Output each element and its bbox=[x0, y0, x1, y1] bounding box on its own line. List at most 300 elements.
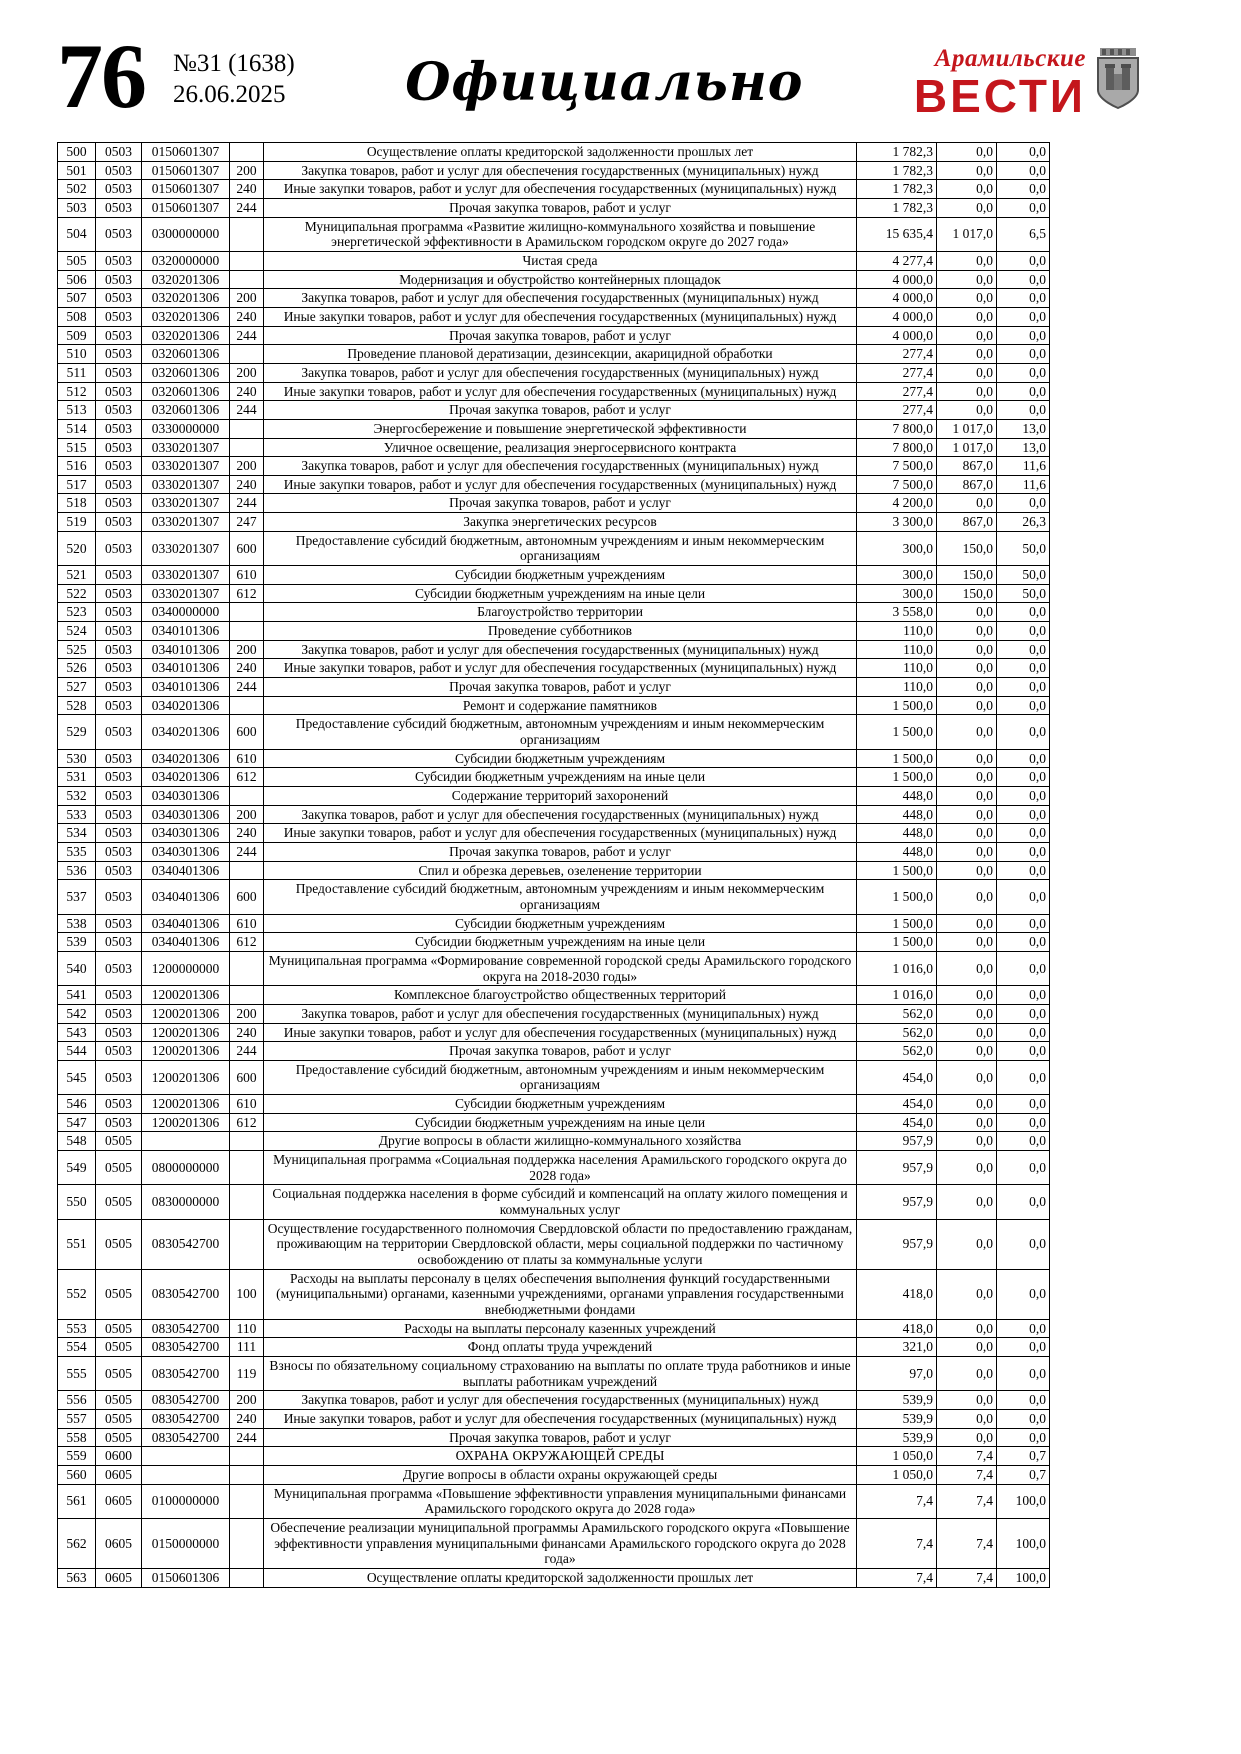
executed-amount-cell: 0,0 bbox=[937, 326, 997, 345]
execution-percent-cell: 0,0 bbox=[997, 786, 1050, 805]
row-number-cell: 543 bbox=[58, 1023, 96, 1042]
expense-name-cell: Энергосбережение и повышение энергетической эффективности bbox=[264, 419, 857, 438]
expense-type-code-cell bbox=[230, 986, 264, 1005]
budget-table-row bbox=[58, 438, 1050, 457]
row-number-cell: 533 bbox=[58, 805, 96, 824]
row-number-cell: 507 bbox=[58, 289, 96, 308]
approved-amount-cell: 1 500,0 bbox=[857, 768, 937, 787]
target-article-code-cell: 0320201306 bbox=[142, 289, 230, 308]
budget-table-row bbox=[58, 289, 1050, 308]
execution-percent-cell: 0,0 bbox=[997, 842, 1050, 861]
executed-amount-cell: 0,0 bbox=[937, 251, 997, 270]
expense-type-code-cell: 240 bbox=[230, 180, 264, 199]
expense-type-code-cell: 610 bbox=[230, 1095, 264, 1114]
row-number-cell: 520 bbox=[58, 531, 96, 565]
execution-percent-cell: 0,0 bbox=[997, 1391, 1050, 1410]
expense-name-cell: Комплексное благоустройство общественных территорий bbox=[264, 986, 857, 1005]
approved-amount-cell: 562,0 bbox=[857, 1023, 937, 1042]
expense-type-code-cell: 244 bbox=[230, 494, 264, 513]
approved-amount-cell: 110,0 bbox=[857, 622, 937, 641]
execution-percent-cell: 0,0 bbox=[997, 161, 1050, 180]
executed-amount-cell: 0,0 bbox=[937, 842, 997, 861]
section-code-cell: 0503 bbox=[96, 933, 142, 952]
expense-type-code-cell: 240 bbox=[230, 659, 264, 678]
executed-amount-cell: 0,0 bbox=[937, 1409, 997, 1428]
expense-name-cell: Проведение плановой дератизации, дезинсекции, акарицидной обработки bbox=[264, 345, 857, 364]
expense-type-code-cell: 200 bbox=[230, 1004, 264, 1023]
expense-name-cell: Прочая закупка товаров, работ и услуг bbox=[264, 1428, 857, 1447]
target-article-code-cell: 0320201306 bbox=[142, 326, 230, 345]
section-code-cell: 0503 bbox=[96, 824, 142, 843]
target-article-code-cell: 1200201306 bbox=[142, 1113, 230, 1132]
target-article-code-cell: 0340301306 bbox=[142, 842, 230, 861]
expense-type-code-cell: 200 bbox=[230, 289, 264, 308]
expense-name-cell: Иные закупки товаров, работ и услуг для обеспечения государственных (муниципальных) нужд bbox=[264, 307, 857, 326]
section-code-cell: 0503 bbox=[96, 513, 142, 532]
execution-percent-cell: 0,0 bbox=[997, 933, 1050, 952]
executed-amount-cell: 0,0 bbox=[937, 289, 997, 308]
expense-name-cell: Иные закупки товаров, работ и услуг для обеспечения государственных (муниципальных) нужд bbox=[264, 382, 857, 401]
expense-name-cell: Осуществление государственного полномочия Свердловской области по предоставлению гражданам, проживающим на территории Свердловской области, меры социальной поддержки по частичному освобождению от платы за коммунальные услуги bbox=[264, 1219, 857, 1269]
row-number-cell: 508 bbox=[58, 307, 96, 326]
execution-percent-cell: 0,0 bbox=[997, 251, 1050, 270]
execution-percent-cell: 0,0 bbox=[997, 1338, 1050, 1357]
budget-table-row bbox=[58, 251, 1050, 270]
approved-amount-cell: 562,0 bbox=[857, 1042, 937, 1061]
executed-amount-cell: 7,4 bbox=[937, 1465, 997, 1484]
execution-percent-cell: 0,7 bbox=[997, 1447, 1050, 1466]
expense-name-cell: Субсидии бюджетным учреждениям на иные цели bbox=[264, 584, 857, 603]
budget-table-row bbox=[58, 457, 1050, 476]
row-number-cell: 534 bbox=[58, 824, 96, 843]
approved-amount-cell: 957,9 bbox=[857, 1151, 937, 1185]
row-number-cell: 554 bbox=[58, 1338, 96, 1357]
section-code-cell: 0503 bbox=[96, 805, 142, 824]
target-article-code-cell: 0330201307 bbox=[142, 584, 230, 603]
expense-name-cell: Закупка товаров, работ и услуг для обеспечения государственных (муниципальных) нужд bbox=[264, 161, 857, 180]
execution-percent-cell: 0,0 bbox=[997, 1113, 1050, 1132]
approved-amount-cell: 454,0 bbox=[857, 1095, 937, 1114]
target-article-code-cell: 0340101306 bbox=[142, 678, 230, 697]
approved-amount-cell: 277,4 bbox=[857, 363, 937, 382]
budget-table-row bbox=[58, 1132, 1050, 1151]
executed-amount-cell: 0,0 bbox=[937, 143, 997, 162]
target-article-code-cell: 0340101306 bbox=[142, 640, 230, 659]
section-code-cell: 0503 bbox=[96, 180, 142, 199]
expense-name-cell: Другие вопросы в области охраны окружающей среды bbox=[264, 1465, 857, 1484]
approved-amount-cell: 1 500,0 bbox=[857, 933, 937, 952]
executed-amount-cell: 0,0 bbox=[937, 270, 997, 289]
row-number-cell: 517 bbox=[58, 475, 96, 494]
executed-amount-cell: 867,0 bbox=[937, 457, 997, 476]
executed-amount-cell: 0,0 bbox=[937, 1391, 997, 1410]
executed-amount-cell: 0,0 bbox=[937, 768, 997, 787]
expense-type-code-cell: 240 bbox=[230, 1023, 264, 1042]
approved-amount-cell: 1 500,0 bbox=[857, 696, 937, 715]
execution-percent-cell: 0,0 bbox=[997, 824, 1050, 843]
row-number-cell: 557 bbox=[58, 1409, 96, 1428]
executed-amount-cell: 0,0 bbox=[937, 933, 997, 952]
budget-table-row bbox=[58, 326, 1050, 345]
row-number-cell: 544 bbox=[58, 1042, 96, 1061]
execution-percent-cell: 0,0 bbox=[997, 143, 1050, 162]
target-article-code-cell: 0320601306 bbox=[142, 363, 230, 382]
expense-type-code-cell: 240 bbox=[230, 475, 264, 494]
target-article-code-cell: 0330201307 bbox=[142, 531, 230, 565]
expense-name-cell: Взносы по обязательному социальному страхованию на выплаты по оплате труда работников и иные выплаты работникам учреждений bbox=[264, 1356, 857, 1390]
target-article-code-cell bbox=[142, 1132, 230, 1151]
expense-name-cell: Иные закупки товаров, работ и услуг для обеспечения государственных (муниципальных) нужд bbox=[264, 824, 857, 843]
budget-table-row bbox=[58, 1356, 1050, 1390]
expense-type-code-cell: 200 bbox=[230, 363, 264, 382]
expense-type-code-cell bbox=[230, 251, 264, 270]
target-article-code-cell: 0320201306 bbox=[142, 307, 230, 326]
section-code-cell: 0503 bbox=[96, 1023, 142, 1042]
expense-type-code-cell: 119 bbox=[230, 1356, 264, 1390]
row-number-cell: 552 bbox=[58, 1269, 96, 1319]
budget-table-row bbox=[58, 513, 1050, 532]
execution-percent-cell: 0,0 bbox=[997, 805, 1050, 824]
execution-percent-cell: 11,6 bbox=[997, 475, 1050, 494]
expense-type-code-cell bbox=[230, 345, 264, 364]
executed-amount-cell: 0,0 bbox=[937, 1042, 997, 1061]
expense-name-cell: Расходы на выплаты персоналу казенных учреждений bbox=[264, 1319, 857, 1338]
row-number-cell: 503 bbox=[58, 198, 96, 217]
row-number-cell: 536 bbox=[58, 861, 96, 880]
approved-amount-cell: 4 000,0 bbox=[857, 289, 937, 308]
target-article-code-cell: 0830542700 bbox=[142, 1391, 230, 1410]
expense-name-cell: Спил и обрезка деревьев, озеленение территории bbox=[264, 861, 857, 880]
executed-amount-cell: 0,0 bbox=[937, 1060, 997, 1094]
budget-table-row bbox=[58, 1319, 1050, 1338]
section-code-cell: 0503 bbox=[96, 198, 142, 217]
executed-amount-cell: 0,0 bbox=[937, 1356, 997, 1390]
execution-percent-cell: 0,0 bbox=[997, 198, 1050, 217]
target-article-code-cell: 0330201307 bbox=[142, 494, 230, 513]
execution-percent-cell: 0,0 bbox=[997, 345, 1050, 364]
budget-table-row bbox=[58, 1409, 1050, 1428]
expense-name-cell: Прочая закупка товаров, работ и услуг bbox=[264, 326, 857, 345]
row-number-cell: 537 bbox=[58, 880, 96, 914]
approved-amount-cell: 3 300,0 bbox=[857, 513, 937, 532]
approved-amount-cell: 562,0 bbox=[857, 1004, 937, 1023]
executed-amount-cell: 0,0 bbox=[937, 1428, 997, 1447]
budget-table-row bbox=[58, 401, 1050, 420]
executed-amount-cell: 0,0 bbox=[937, 659, 997, 678]
expense-type-code-cell bbox=[230, 622, 264, 641]
expense-name-cell: Ремонт и содержание памятников bbox=[264, 696, 857, 715]
target-article-code-cell: 0100000000 bbox=[142, 1484, 230, 1518]
execution-percent-cell: 0,0 bbox=[997, 1428, 1050, 1447]
executed-amount-cell: 1 017,0 bbox=[937, 438, 997, 457]
approved-amount-cell: 321,0 bbox=[857, 1338, 937, 1357]
execution-percent-cell: 0,0 bbox=[997, 678, 1050, 697]
execution-percent-cell: 0,0 bbox=[997, 880, 1050, 914]
section-code-cell: 0503 bbox=[96, 438, 142, 457]
row-number-cell: 535 bbox=[58, 842, 96, 861]
target-article-code-cell: 0340401306 bbox=[142, 880, 230, 914]
executed-amount-cell: 0,0 bbox=[937, 824, 997, 843]
budget-table-row bbox=[58, 1465, 1050, 1484]
expense-name-cell: Другие вопросы в области жилищно-коммунального хозяйства bbox=[264, 1132, 857, 1151]
expense-type-code-cell: 244 bbox=[230, 1428, 264, 1447]
executed-amount-cell: 7,4 bbox=[937, 1568, 997, 1587]
expense-type-code-cell bbox=[230, 217, 264, 251]
approved-amount-cell: 1 050,0 bbox=[857, 1447, 937, 1466]
target-article-code-cell: 0330201307 bbox=[142, 566, 230, 585]
expense-type-code-cell: 200 bbox=[230, 457, 264, 476]
budget-table-row bbox=[58, 749, 1050, 768]
section-code-cell: 0503 bbox=[96, 363, 142, 382]
expense-name-cell: Муниципальная программа «Повышение эффективности управления муниципальными финансами Арамильского городского округа до 2028 года» bbox=[264, 1484, 857, 1518]
approved-amount-cell: 957,9 bbox=[857, 1219, 937, 1269]
approved-amount-cell: 7 500,0 bbox=[857, 475, 937, 494]
target-article-code-cell: 0330201307 bbox=[142, 438, 230, 457]
approved-amount-cell: 7,4 bbox=[857, 1518, 937, 1568]
approved-amount-cell: 1 500,0 bbox=[857, 749, 937, 768]
target-article-code-cell: 0150601307 bbox=[142, 161, 230, 180]
coat-of-arms-icon bbox=[1094, 48, 1142, 110]
budget-table-row bbox=[58, 217, 1050, 251]
section-code-cell: 0605 bbox=[96, 1518, 142, 1568]
target-article-code-cell: 0830542700 bbox=[142, 1269, 230, 1319]
target-article-code-cell: 0320601306 bbox=[142, 345, 230, 364]
budget-table-row bbox=[58, 1004, 1050, 1023]
expense-name-cell: Прочая закупка товаров, работ и услуг bbox=[264, 494, 857, 513]
execution-percent-cell: 0,0 bbox=[997, 749, 1050, 768]
masthead bbox=[57, 25, 1142, 134]
brand-name-bottom: ВЕСТИ bbox=[913, 70, 1086, 122]
row-number-cell: 529 bbox=[58, 715, 96, 749]
approved-amount-cell: 448,0 bbox=[857, 842, 937, 861]
section-code-cell: 0503 bbox=[96, 640, 142, 659]
expense-type-code-cell: 240 bbox=[230, 824, 264, 843]
row-number-cell: 538 bbox=[58, 914, 96, 933]
approved-amount-cell: 1 782,3 bbox=[857, 180, 937, 199]
row-number-cell: 514 bbox=[58, 419, 96, 438]
target-article-code-cell: 0330201307 bbox=[142, 457, 230, 476]
expense-name-cell: Предоставление субсидий бюджетным, автономным учреждениям и иным некоммерческим организациям bbox=[264, 715, 857, 749]
expense-type-code-cell: 111 bbox=[230, 1338, 264, 1357]
section-code-cell: 0503 bbox=[96, 1095, 142, 1114]
expense-type-code-cell bbox=[230, 951, 264, 985]
budget-table-row bbox=[58, 603, 1050, 622]
approved-amount-cell: 7,4 bbox=[857, 1484, 937, 1518]
row-number-cell: 511 bbox=[58, 363, 96, 382]
execution-percent-cell: 0,0 bbox=[997, 1219, 1050, 1269]
expense-name-cell: Предоставление субсидий бюджетным, автономным учреждениям и иным некоммерческим организациям bbox=[264, 531, 857, 565]
expense-name-cell: Иные закупки товаров, работ и услуг для обеспечения государственных (муниципальных) нужд bbox=[264, 180, 857, 199]
approved-amount-cell: 15 635,4 bbox=[857, 217, 937, 251]
approved-amount-cell: 957,9 bbox=[857, 1132, 937, 1151]
execution-percent-cell: 0,0 bbox=[997, 1409, 1050, 1428]
target-article-code-cell bbox=[142, 1465, 230, 1484]
expense-name-cell: Субсидии бюджетным учреждениям на иные цели bbox=[264, 768, 857, 787]
expense-name-cell: Прочая закупка товаров, работ и услуг bbox=[264, 401, 857, 420]
section-code-cell: 0503 bbox=[96, 951, 142, 985]
row-number-cell: 555 bbox=[58, 1356, 96, 1390]
budget-table-row bbox=[58, 180, 1050, 199]
approved-amount-cell: 4 000,0 bbox=[857, 326, 937, 345]
row-number-cell: 525 bbox=[58, 640, 96, 659]
expense-name-cell: Субсидии бюджетным учреждениям bbox=[264, 1095, 857, 1114]
target-article-code-cell: 0330201307 bbox=[142, 475, 230, 494]
execution-percent-cell: 0,0 bbox=[997, 1185, 1050, 1219]
row-number-cell: 553 bbox=[58, 1319, 96, 1338]
expense-type-code-cell bbox=[230, 1465, 264, 1484]
expense-type-code-cell: 600 bbox=[230, 715, 264, 749]
executed-amount-cell: 1 017,0 bbox=[937, 419, 997, 438]
expense-type-code-cell bbox=[230, 419, 264, 438]
brand-name-top: Арамильские bbox=[934, 45, 1086, 72]
executed-amount-cell: 0,0 bbox=[937, 1185, 997, 1219]
executed-amount-cell: 0,0 bbox=[937, 1219, 997, 1269]
execution-percent-cell: 0,0 bbox=[997, 659, 1050, 678]
row-number-cell: 522 bbox=[58, 584, 96, 603]
target-article-code-cell: 0340201306 bbox=[142, 768, 230, 787]
expense-type-code-cell: 244 bbox=[230, 401, 264, 420]
expense-type-code-cell: 247 bbox=[230, 513, 264, 532]
execution-percent-cell: 50,0 bbox=[997, 566, 1050, 585]
section-code-cell: 0503 bbox=[96, 251, 142, 270]
expense-name-cell: Прочая закупка товаров, работ и услуг bbox=[264, 198, 857, 217]
expense-name-cell: Субсидии бюджетным учреждениям на иные цели bbox=[264, 1113, 857, 1132]
budget-table-row bbox=[58, 659, 1050, 678]
approved-amount-cell: 7,4 bbox=[857, 1568, 937, 1587]
section-code-cell: 0503 bbox=[96, 475, 142, 494]
target-article-code-cell: 0340401306 bbox=[142, 914, 230, 933]
executed-amount-cell: 0,0 bbox=[937, 880, 997, 914]
approved-amount-cell: 300,0 bbox=[857, 584, 937, 603]
target-article-code-cell: 0150601307 bbox=[142, 143, 230, 162]
section-code-cell: 0505 bbox=[96, 1269, 142, 1319]
row-number-cell: 542 bbox=[58, 1004, 96, 1023]
target-article-code-cell: 0830542700 bbox=[142, 1338, 230, 1357]
row-number-cell: 556 bbox=[58, 1391, 96, 1410]
section-code-cell: 0605 bbox=[96, 1484, 142, 1518]
row-number-cell: 545 bbox=[58, 1060, 96, 1094]
executed-amount-cell: 0,0 bbox=[937, 1319, 997, 1338]
section-code-cell: 0503 bbox=[96, 914, 142, 933]
section-code-cell: 0503 bbox=[96, 1004, 142, 1023]
row-number-cell: 526 bbox=[58, 659, 96, 678]
section-code-cell: 0503 bbox=[96, 696, 142, 715]
execution-percent-cell: 0,0 bbox=[997, 715, 1050, 749]
execution-percent-cell: 0,0 bbox=[997, 696, 1050, 715]
budget-table-row bbox=[58, 951, 1050, 985]
budget-table-row bbox=[58, 270, 1050, 289]
target-article-code-cell: 1200201306 bbox=[142, 986, 230, 1005]
budget-table-row bbox=[58, 986, 1050, 1005]
budget-table-row bbox=[58, 1391, 1050, 1410]
approved-amount-cell: 1 782,3 bbox=[857, 143, 937, 162]
expense-name-cell: Закупка товаров, работ и услуг для обеспечения государственных (муниципальных) нужд bbox=[264, 363, 857, 382]
budget-table-row bbox=[58, 622, 1050, 641]
execution-percent-cell: 0,0 bbox=[997, 986, 1050, 1005]
target-article-code-cell: 0340401306 bbox=[142, 933, 230, 952]
execution-percent-cell: 50,0 bbox=[997, 584, 1050, 603]
expense-name-cell: Предоставление субсидий бюджетным, автономным учреждениям и иным некоммерческим организациям bbox=[264, 1060, 857, 1094]
budget-table-row bbox=[58, 1185, 1050, 1219]
budget-table-row bbox=[58, 198, 1050, 217]
budget-table-row bbox=[58, 1219, 1050, 1269]
executed-amount-cell: 867,0 bbox=[937, 475, 997, 494]
row-number-cell: 561 bbox=[58, 1484, 96, 1518]
execution-percent-cell: 0,0 bbox=[997, 1132, 1050, 1151]
row-number-cell: 501 bbox=[58, 161, 96, 180]
expense-type-code-cell: 610 bbox=[230, 914, 264, 933]
section-code-cell: 0503 bbox=[96, 345, 142, 364]
executed-amount-cell: 0,0 bbox=[937, 749, 997, 768]
expense-type-code-cell: 244 bbox=[230, 678, 264, 697]
row-number-cell: 512 bbox=[58, 382, 96, 401]
budget-table-row bbox=[58, 1447, 1050, 1466]
approved-amount-cell: 539,9 bbox=[857, 1428, 937, 1447]
executed-amount-cell: 0,0 bbox=[937, 1004, 997, 1023]
section-code-cell: 0503 bbox=[96, 382, 142, 401]
expense-type-code-cell: 240 bbox=[230, 1409, 264, 1428]
approved-amount-cell: 300,0 bbox=[857, 566, 937, 585]
expense-type-code-cell bbox=[230, 1518, 264, 1568]
target-article-code-cell: 0830542700 bbox=[142, 1428, 230, 1447]
approved-amount-cell: 300,0 bbox=[857, 531, 937, 565]
executed-amount-cell: 0,0 bbox=[937, 363, 997, 382]
executed-amount-cell: 0,0 bbox=[937, 1151, 997, 1185]
budget-table-row bbox=[58, 678, 1050, 697]
target-article-code-cell: 0320201306 bbox=[142, 270, 230, 289]
target-article-code-cell: 1200201306 bbox=[142, 1023, 230, 1042]
budget-table-row bbox=[58, 531, 1050, 565]
target-article-code-cell: 0340401306 bbox=[142, 861, 230, 880]
expense-type-code-cell: 240 bbox=[230, 382, 264, 401]
row-number-cell: 527 bbox=[58, 678, 96, 697]
budget-table-row bbox=[58, 1113, 1050, 1132]
target-article-code-cell: 0340101306 bbox=[142, 622, 230, 641]
budget-table-row bbox=[58, 1060, 1050, 1094]
budget-table-row bbox=[58, 494, 1050, 513]
executed-amount-cell: 0,0 bbox=[937, 951, 997, 985]
row-number-cell: 513 bbox=[58, 401, 96, 420]
execution-percent-cell: 0,0 bbox=[997, 1151, 1050, 1185]
newspaper-page bbox=[57, 0, 1142, 1588]
budget-table-row bbox=[58, 363, 1050, 382]
execution-percent-cell: 0,0 bbox=[997, 640, 1050, 659]
row-number-cell: 515 bbox=[58, 438, 96, 457]
target-article-code-cell: 0150601307 bbox=[142, 180, 230, 199]
approved-amount-cell: 539,9 bbox=[857, 1391, 937, 1410]
section-code-cell: 0503 bbox=[96, 678, 142, 697]
approved-amount-cell: 957,9 bbox=[857, 1185, 937, 1219]
section-code-cell: 0505 bbox=[96, 1151, 142, 1185]
expense-name-cell: Прочая закупка товаров, работ и услуг bbox=[264, 678, 857, 697]
executed-amount-cell: 0,0 bbox=[937, 382, 997, 401]
expense-type-code-cell bbox=[230, 1151, 264, 1185]
row-number-cell: 531 bbox=[58, 768, 96, 787]
section-code-cell: 0503 bbox=[96, 768, 142, 787]
expense-name-cell: Расходы на выплаты персоналу в целях обеспечения выполнения функций государственными (муниципальными) органами, казенными учреждениями, органами управления государственными внебюджетными фондами bbox=[264, 1269, 857, 1319]
executed-amount-cell: 0,0 bbox=[937, 161, 997, 180]
row-number-cell: 518 bbox=[58, 494, 96, 513]
expense-type-code-cell bbox=[230, 438, 264, 457]
section-code-cell: 0503 bbox=[96, 1042, 142, 1061]
executed-amount-cell: 7,4 bbox=[937, 1447, 997, 1466]
approved-amount-cell: 277,4 bbox=[857, 382, 937, 401]
executed-amount-cell: 150,0 bbox=[937, 584, 997, 603]
execution-percent-cell: 0,7 bbox=[997, 1465, 1050, 1484]
page-number: 76 bbox=[57, 25, 145, 127]
newspaper-brand bbox=[913, 34, 1142, 122]
budget-table-row bbox=[58, 307, 1050, 326]
